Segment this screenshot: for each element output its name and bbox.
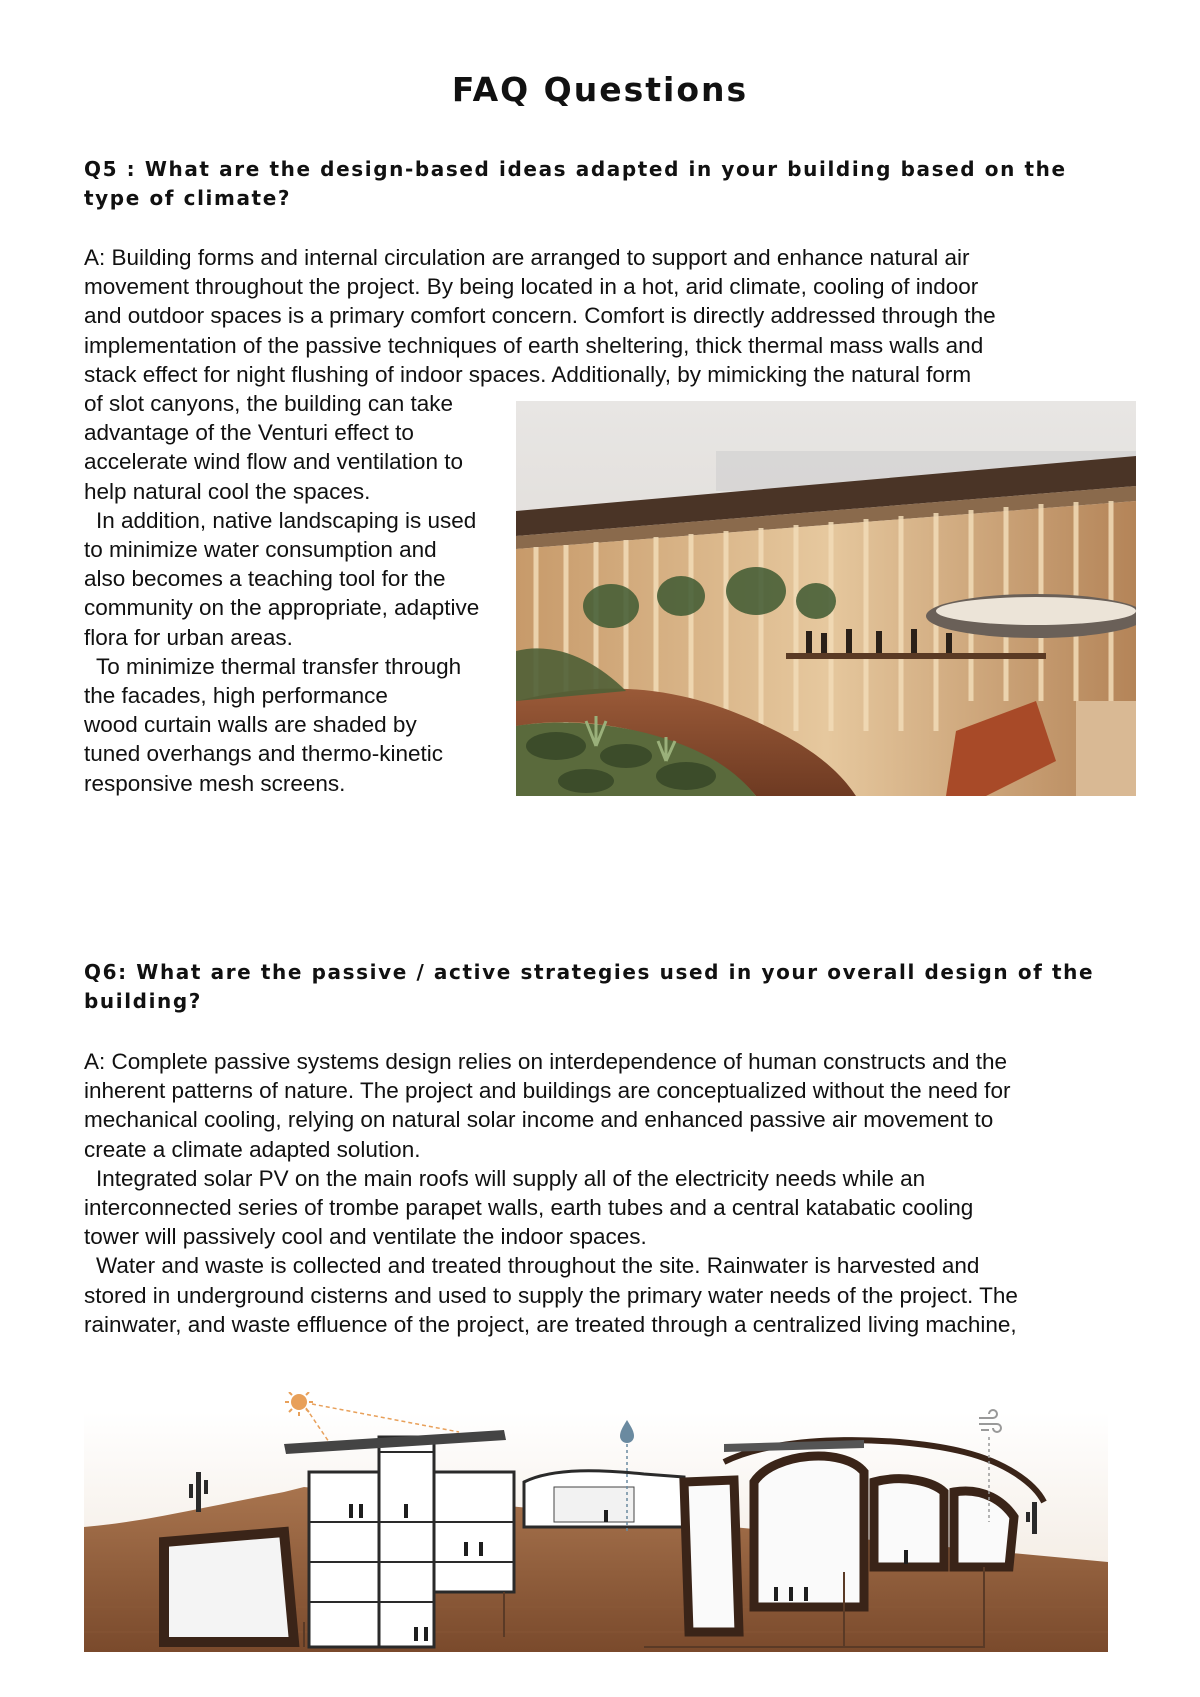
q5-col-line-4: help natural cool the spaces. bbox=[84, 478, 371, 504]
q5-col-line-10: To minimize thermal transfer through bbox=[96, 653, 462, 679]
q5-col-line-5: In addition, native landscaping is used bbox=[96, 507, 477, 533]
q6-line-4: create a climate adapted solution. bbox=[84, 1136, 421, 1162]
q6-line-5: Integrated solar PV on the main roofs will supply all of the electricity needs while an bbox=[96, 1165, 926, 1191]
q6-line-6: interconnected series of trombe parapet walls, earth tubes and a central katabatic cooling bbox=[84, 1195, 974, 1221]
q5-question: Q5 : What are the design-based ideas adapted in your building based on the type of climate? bbox=[84, 157, 1067, 210]
q6-line-3: mechanical cooling, relying on natural solar income and enhanced passive air movement to bbox=[84, 1107, 994, 1133]
q5-line-2: movement throughout the project. By being located in a hot, arid climate, cooling of indoor bbox=[84, 274, 979, 300]
q6-line-10: rainwater, and waste effluence of the project, are treated through a centralized living machine, bbox=[84, 1311, 1017, 1337]
section-illustration bbox=[84, 1392, 1108, 1652]
q5-col-line-2: advantage of the Venturi effect to bbox=[84, 420, 414, 446]
q6-question: Q6: What are the passive / active strategies used in your overall design of the building? bbox=[84, 960, 1095, 1013]
q5-col-line-3: accelerate wind flow and ventilation to bbox=[84, 449, 463, 475]
q5-col-line-7: also becomes a teaching tool for the bbox=[84, 566, 446, 592]
q6-line-9: stored in underground cisterns and used to supply the primary water needs of the project. The bbox=[84, 1282, 1018, 1308]
q5-line-3: and outdoor spaces is a primary comfort concern. Comfort is directly addressed through the bbox=[84, 303, 996, 329]
q6-answer bbox=[84, 1047, 1164, 1345]
q5-line-5: stack effect for night flushing of indoor spaces. Additionally, by mimicking the natural form bbox=[84, 361, 972, 387]
q6-line-1: A: Complete passive systems design relies on interdependence of human constructs and the bbox=[84, 1049, 1008, 1074]
q5-col-line-1: of slot canyons, the building can take bbox=[84, 391, 453, 416]
q5-col-line-12: wood curtain walls are shaded by bbox=[84, 712, 417, 738]
q5-line-4: implementation of the passive techniques of earth sheltering, thick thermal mass walls and bbox=[84, 332, 984, 358]
q6-line-2: inherent patterns of nature. The project and buildings are conceptualized without the need for bbox=[84, 1078, 1011, 1104]
q5-col-line-8: community on the appropriate, adaptive bbox=[84, 595, 480, 621]
q5-col-line-11: the facades, high performance bbox=[84, 683, 388, 709]
page-title: FAQ Questions bbox=[451, 70, 749, 109]
q5-answer-intro bbox=[84, 243, 1144, 389]
q6-line-8: Water and waste is collected and treated throughout the site. Rainwater is harvested and bbox=[96, 1253, 980, 1279]
building-rendering-image bbox=[516, 401, 1136, 796]
q5-col-line-9: flora for urban areas. bbox=[84, 624, 293, 650]
q6-line-7: tower will passively cool and ventilate the indoor spaces. bbox=[84, 1224, 647, 1250]
q5-line-1: A: Building forms and internal circulation are arranged to support and enhance natural air bbox=[84, 245, 970, 270]
q5-col-line-14: responsive mesh screens. bbox=[84, 770, 346, 796]
q5-answer-column bbox=[84, 389, 514, 798]
q5-col-line-6: to minimize water consumption and bbox=[84, 537, 437, 563]
rendering-illustration bbox=[516, 401, 1136, 796]
building-section-drawing bbox=[84, 1392, 1108, 1652]
q5-col-line-13: tuned overhangs and thermo-kinetic bbox=[84, 741, 443, 767]
